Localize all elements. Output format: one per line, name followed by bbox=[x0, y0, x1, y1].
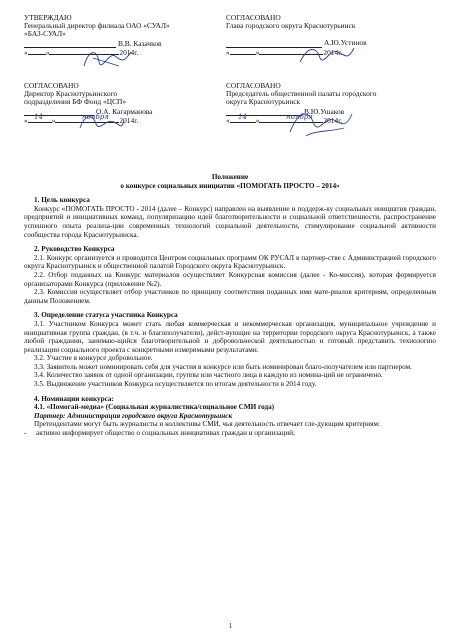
approval-organization: подразделения БФ Фонд «ЦСП» bbox=[24, 97, 127, 107]
signature-scribble bbox=[286, 106, 356, 140]
paragraph: Претендентами могут быть журналисты и коллективы СМИ, чья деятельность отвечает сле-дующим критериям: bbox=[34, 420, 380, 429]
signature-scribble bbox=[79, 44, 139, 74]
date-line: « » 2014г. 14 ноября bbox=[226, 112, 343, 125]
approval-position: Глава городского округа Краснотурьинск bbox=[226, 21, 356, 31]
paragraph: 2.1. Конкурс организуется и проводится Центром социальных программ ОК РУСАЛ в партнер-стве с Администрацией городского округа Краснотурьинск и общественной палатой Городского округа Краснотурьинск. bbox=[24, 253, 436, 271]
paragraph: 3.1. Участником Конкурса может стать любая коммерческая и некоммерческая организация, муниципальное учреждение и инициативная группа граждан, (в т.ч. и благополучатели), дейст-вующие на территории городского округа Краснотурьинск, а также любой гражданин, занимаю-щийся благотворительной и добровольческой деятельностью и готовый представить технологию реализации социального проекта с конкретными измеримыми результатами. bbox=[24, 319, 436, 354]
partner-line: Партнер: Администрация городского округа Краснотурьинск bbox=[34, 411, 233, 420]
signature-scribble bbox=[76, 110, 126, 136]
list-bullet: - bbox=[24, 429, 27, 438]
signer-name: В.Ю.Ушаков bbox=[304, 106, 345, 116]
section-heading: 2. Руководство Конкурса bbox=[34, 245, 115, 254]
handwritten-month: ноября bbox=[286, 112, 313, 121]
handwritten-day: 14 bbox=[34, 112, 43, 121]
approval-heading: СОГЛАСОВАНО bbox=[24, 81, 79, 90]
list-item bbox=[24, 429, 436, 438]
date-line: « » 2014г. bbox=[24, 47, 139, 57]
paragraph: 3.2. Участие в конкурсе добровольное. bbox=[34, 354, 153, 363]
approval-organization: «БАЗ-СУАЛ» bbox=[24, 29, 66, 39]
paragraph: 3.5. Выдвижение участников Конкурса осуществляется по итогам деятельности в 2014 году. bbox=[34, 380, 317, 389]
handwritten-day: 14 bbox=[238, 112, 247, 121]
document-body bbox=[24, 173, 436, 438]
section-heading: 3. Определение статуса участника Конкурса bbox=[34, 311, 178, 320]
approval-organization: округа Краснотурьинск bbox=[226, 97, 301, 107]
signer-name: А.Ю.Устинов bbox=[324, 38, 367, 48]
approval-heading: СОГЛАСОВАНО bbox=[226, 13, 281, 22]
date-line: « » 2014г. 14 ноября bbox=[24, 112, 139, 125]
paragraph: 3.4. Количество заявок от одной организации, группы или частного лица в каждую из номина-ций не ограничено. bbox=[34, 371, 383, 380]
handwritten-month: ноября bbox=[82, 112, 109, 121]
signature-scribble bbox=[296, 42, 356, 70]
signer-name: О.А. Кагарманова bbox=[96, 106, 153, 116]
list-item-text: активно информирует общество о социальных инициативах граждан и организаций; bbox=[36, 429, 295, 438]
subsection-heading: 4.1. «Помогай-медиа» (Социальная журналистика/социальное СМИ года) bbox=[34, 403, 275, 412]
signer-name: В.В. Казачков bbox=[118, 38, 162, 48]
paragraph: Конкурс «ПОМОГАТЬ ПРОСТО - 2014 (далее – Конкурс) направлен на выявление и поддерж-ку социальных инициатив граждан, предприятий и инициативных команд, популяризацию идей благотворительности и социальной ответственности, распространение успешного опыта реализа-ции современных технологий социальной деятельности, стимулирование социальной активности сообщества города Краснотурьинска. bbox=[24, 204, 436, 239]
approval-heading: СОГЛАСОВАНО bbox=[226, 81, 281, 90]
page-number: 1 bbox=[228, 622, 233, 630]
section-heading: 1. Цель конкурса bbox=[34, 196, 90, 205]
section-heading: 4. Номинации конкурса: bbox=[34, 394, 114, 403]
paragraph: 3.3. Заявитель может номинировать себя для участия в конкурсе или быть номинирован благо-получателем или партнером. bbox=[34, 362, 412, 371]
document-title: Положение bbox=[211, 173, 249, 181]
approval-position: Директор Краснотурьинского bbox=[24, 89, 118, 99]
approval-heading: УТВЕРЖДАЮ bbox=[24, 13, 72, 22]
date-line: « » 2014г. bbox=[226, 47, 343, 57]
approval-position: Председатель общественной палаты городского bbox=[226, 89, 377, 99]
paragraph: 2.2. Отбор поданных на Конкурс материалов осуществляет Конкурсная комиссия (далее - Ко-миссия), которая формируется организаторами Конкурса (приложение №2). bbox=[24, 270, 436, 288]
document-subtitle: о конкурсе социальных инициатив «ПОМОГАТЬ ПРОСТО – 2014» bbox=[120, 181, 340, 190]
approval-position: Генеральный директор филиала ОАО «СУАЛ» bbox=[24, 21, 170, 31]
paragraph: 2.3. Комиссия осуществляет отбор участников по принципу соответствия поданных ими мате-риалов критериям, определенным данным Положением. bbox=[24, 288, 436, 305]
